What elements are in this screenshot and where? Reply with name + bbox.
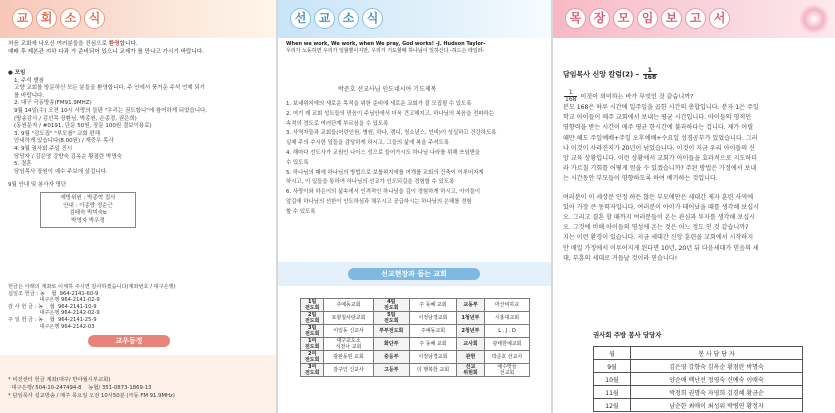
- news-line: 대구은행/ 504-10-247494-8 농협/ 351-0873-1869-13: [8, 385, 152, 391]
- duty-month-cell: 10월: [594, 373, 631, 386]
- prayer-item: 수 있도록: [286, 159, 309, 166]
- roster-church-cell: 주 동혜 교회: [409, 338, 456, 351]
- fraction: [564, 90, 577, 103]
- prayer-item: 2. 여기 제 교회 성도들의 믿음이 주님안에서 더욱 견고해지고, 하나님의 복음을 전파하는: [286, 110, 494, 117]
- roster-church-cell: 이정남경교회: [409, 312, 456, 325]
- roster-group-cell: 화단부: [373, 338, 409, 351]
- roster-group-cell: 고등부: [373, 364, 409, 377]
- roster-group-cell: 4팀 전도회: [373, 299, 409, 312]
- offering-note: 헌금은 아래의 계좌로 이체하 주시면 감사하겠습니다(계좌번호 / 대구은행): [8, 284, 176, 290]
- roster-group-cell: 교사회: [456, 338, 484, 351]
- paragraph-line: 오. 그것에 비해 아이들의 영성에 온는 것은 어느 정도 인 것 같습니까?: [563, 224, 749, 232]
- title-char: 교: [12, 8, 33, 29]
- roster-group-cell: 선교 위원회: [456, 364, 484, 377]
- roster-church-cell: 주예동교회: [324, 299, 373, 312]
- kitchen-duty-title: 권사회 주방 봉사 당당자: [593, 331, 662, 339]
- service-entry: 박영자 박우정: [71, 217, 105, 224]
- roster-group-cell: 3팀 전도회: [301, 325, 324, 338]
- quote-korean: 우리가 노동하면 우리가 일할뿐이지만, 우리가 기도할때 하나님이 일하신다 -허드슨 테일러-: [286, 48, 485, 54]
- duty-row: [594, 386, 803, 399]
- prayer-item: 앞길에 하나님의 선한이 인도하심과 채우시고 공급하시는 하나님의 은혜를 경험: [286, 198, 472, 205]
- mission-news-banner: [278, 0, 551, 38]
- account-line: 감 사 헌 금 : 농 협 964-2141-10-9: [8, 303, 97, 310]
- roster-church-cell: 광판동된 교회: [324, 351, 373, 364]
- paragraph-line: 분모 168은 하루 시간에 일주일을 곱한 시간의 총합입니다. 분자 1은 주일: [563, 104, 759, 111]
- paragraph-line: 만 매일 가정에서 이루어지게 된다면 10년, 20년 뒤 다음세대가 믿음의 세: [563, 244, 759, 252]
- offering-accounts: [8, 284, 270, 330]
- paragraph-line: 때만 해도 주일예배+주일 오후예배+수요일 성경공부가 있었습니다. 그러: [563, 134, 758, 142]
- church-news-banner: [0, 0, 276, 38]
- announcement-item: 1. 주석 별첨: [14, 77, 44, 84]
- title-char: 교: [314, 8, 335, 29]
- prayer-item: 할 수 있도록: [286, 208, 316, 215]
- title-char: 식: [84, 8, 105, 29]
- announcements: [8, 70, 270, 176]
- title-char: 장: [589, 8, 610, 29]
- duty-month-cell: 12월: [594, 399, 631, 412]
- column-body: [563, 90, 827, 264]
- announcement-item: 담임목사 장원이 예수 주보에 살겁니다.: [14, 168, 108, 175]
- prayer-item: 3. 사역자들과 교회들(어린인원, 병원, 하나, 캠니, 청소년스, 언비)이 성실하고 건강하도록: [286, 130, 497, 137]
- roster-group-cell: 관현: [456, 351, 484, 364]
- mission-roster-table: [300, 298, 530, 377]
- cell-report-banner: [553, 0, 835, 38]
- prayer-item: 4. 해마다 선도사가 교원인 나이스 성으로 들어가시도 하나님 나라를 위해 쓰임받을: [286, 149, 481, 156]
- roster-group-cell: 1팀 전도회: [301, 299, 324, 312]
- account-line: 대구은행 964-2141-02-9: [8, 297, 100, 304]
- roster-group-cell: 2청년부: [456, 325, 484, 338]
- fraction-denominator: 168: [643, 74, 657, 81]
- title-char: 소: [60, 8, 81, 29]
- prayer-list: [286, 100, 546, 218]
- paragraph-line: 오. 그리고 결혼 할 때까지 여러분들이 온는 관심과 투자를 생각해 보십시: [563, 214, 756, 222]
- mission-news-panel: [278, 0, 551, 413]
- duty-names-cell: 남순한 최애이 최성위 박병연 황정자: [631, 399, 803, 412]
- paragraph-line: 영향력을 받는 시간이 매주 평균 한시간에 불과하다는 겁니다. 제가 어릴: [563, 124, 754, 132]
- mission-news-title: [290, 8, 383, 29]
- duty-row: [594, 399, 803, 412]
- supported-churches-caption: 선교현장과 돕는 교회: [348, 268, 480, 280]
- service-entry: 예방위원 : 박종혁 집사: [60, 195, 116, 201]
- roster-group-cell: 1청년부: [456, 312, 484, 325]
- welcome-line: 처음 교회에 나오신 여러분들을 진심으로: [8, 41, 107, 47]
- duty-names-cell: 양순애 백난선 정영숙 신예숙 이애숙: [631, 373, 803, 386]
- announcement-item: 안내하게 있습니다(8.00원) / 재중우 목사: [14, 138, 114, 145]
- roster-group-cell: 중등부: [373, 351, 409, 364]
- kitchen-duty-table: [593, 346, 803, 412]
- roster-group-cell: 1여 전도회: [301, 338, 324, 351]
- title-char: 모: [613, 8, 634, 29]
- prayer-heading: 박준호 선교사님 인도네시아 기도제목: [338, 86, 437, 93]
- announcements-heading: ● 모임: [8, 70, 26, 76]
- title-char: 식: [362, 8, 383, 29]
- roster-church-cell: 시홍대교회: [485, 312, 530, 325]
- roster-row: [301, 325, 530, 338]
- roster-church-cell: 이일동 신교사: [324, 325, 373, 338]
- duty-names-cell: 김은영 강향숙 김옥순 황점란 박명숙: [631, 360, 803, 373]
- fraction-denominator: 168: [565, 96, 577, 103]
- service-entry: 김태숙 박미숙b: [69, 210, 107, 217]
- roster-group-cell: 3여 전도회: [301, 364, 324, 377]
- title-char: 보: [661, 8, 682, 29]
- paragraph-line: 라 가르칠 기회를 어떻게 얻을 수 있겠습니까? 주된 방법은 가정에서 보내: [563, 165, 757, 173]
- announcement-item: 5. 결혼: [14, 161, 32, 168]
- prayer-item: 6. 사랑이와 하은이의 삶속에서 인격적인 하나님을 깊이 경험하게 하시고, 아이들이: [286, 189, 481, 196]
- title-char: 선: [290, 8, 311, 29]
- roster-row: [301, 312, 530, 325]
- roster-group-cell: 교동부: [456, 299, 484, 312]
- welcome-line-2: 예배 후 제본관 지하 다과 가 준비되어 있으니 교제가 를 만나고 가시기 바랍니다.: [8, 48, 205, 55]
- title-char: 서: [709, 8, 730, 29]
- duty-names-cell: 박청희 권명숙 자영희 김경혜 황금순: [631, 386, 803, 399]
- fraction-numerator: 1: [643, 68, 658, 75]
- roster-group-cell: 부부전도회: [373, 325, 409, 338]
- member-news-caption: 교우동정: [88, 335, 170, 347]
- welcome-text: [0, 38, 276, 56]
- announcement-item: 3. 9월 "감도집" "부모를" 교회 편해: [14, 130, 101, 137]
- duty-row: [594, 373, 803, 386]
- account-line: 대구은행 964-2142-03: [8, 323, 95, 330]
- title-char: 고: [685, 8, 706, 29]
- fraction-numerator: 1: [564, 90, 577, 97]
- duty-row: [594, 360, 803, 373]
- church-news-panel: [0, 0, 276, 413]
- announcement-item: 담당자 / 김은영 강향숙 김옥순 황점란 박명숙: [14, 153, 122, 160]
- quote-english: When we work, We work, when We pray, God works! -J. Hudson Taylor-: [286, 41, 486, 47]
- roster-row: [301, 338, 530, 351]
- prayer-item: 속적의 정도로 여러단계 부르심을 수 있도록: [286, 120, 389, 127]
- roster-row: [301, 351, 530, 364]
- service-list-title: 9월 안내 및 봉사자 명단: [8, 182, 67, 188]
- announcement-item: 9월 14일(수) 오전 10시 사랑의 들판 "우리는 권도합니"에 참여하게 되었습니다.: [14, 107, 208, 114]
- announcement-item: 2. 대구 극동방송(FM91.9MHZ): [14, 100, 92, 107]
- roster-church-cell: 감구인 신교사: [324, 364, 373, 377]
- roster-church-cell: 마산비하교: [485, 299, 530, 312]
- church-news-title: [12, 8, 105, 29]
- prayer-item: 1. 보네위지에의 새로운 목적을 위한 준비에 새로운 교회가 잘 모집될 수 있도록: [286, 101, 472, 107]
- roster-group-cell: 2팀 전도회: [301, 312, 324, 325]
- paragraph-line: 앙 교육 상황입니다. 이런 상황에서 교회가 아이들을 효과적으로 지도하더: [563, 155, 758, 163]
- service-entry: 안내 : 이종랑 정순근: [63, 202, 113, 209]
- roster-row: [301, 364, 530, 377]
- cell-report-panel: [553, 0, 835, 413]
- roster-church-cell: 포항칠사랑교회: [324, 312, 373, 325]
- roster-church-cell: 박준호 선교사: [485, 351, 530, 364]
- prayer-item: 하시고, 이 일들을 통하여 하나님의 선교가 인도되길을 경험할 수 있도록: [286, 179, 455, 186]
- roster-church-cell: 더 행복한 교회: [409, 364, 456, 377]
- prayer-item: 5. 하나님의 때에 하나님의 방법으로 보를위지에를 여개를 교회의 건축이 이루어지게: [286, 169, 484, 176]
- announcement-item: (동원문자 / #0191, 단문 50원, 장문 100원 결보이용료): [14, 123, 152, 130]
- roster-church-cell: 주 동혜 교회: [409, 299, 456, 312]
- account-line: 주 일 헌 금 : 농 협 964-2141-25-9: [8, 316, 97, 323]
- title-char: 목: [565, 8, 586, 29]
- fraction: [643, 68, 658, 81]
- account-line: 대구은행 964-2142-02-9: [8, 310, 100, 317]
- roster-group-cell: 2여 전도회: [301, 351, 324, 364]
- duty-month-cell: 9월: [594, 360, 631, 373]
- welcome-highlight: 환영: [108, 41, 120, 47]
- duty-header-month: 월: [594, 347, 631, 360]
- announcement-item: (방송감사 / 김선목 장환님, 박종원, 손종정, 권은희): [14, 115, 137, 122]
- duty-month-cell: 11월: [594, 386, 631, 399]
- roster-church-cell: 대구교도소 서천나 교회: [324, 338, 373, 351]
- roster-church-cell: L . J . D: [485, 325, 530, 338]
- announcement-item: 4. 9월 권사회 주일 진시: [14, 145, 73, 152]
- member-news: [8, 376, 270, 400]
- welcome-line-end: 합니다.: [119, 41, 138, 47]
- mission-quote: [278, 38, 551, 55]
- paragraph-line: 학교 아이들이 매주 교회에서 보내는 평균 시간입니다. 아이들의 영적인: [563, 114, 752, 122]
- roster-church-cell: 이정남경교회: [409, 351, 456, 364]
- title-char: 회: [36, 8, 57, 29]
- column-lead: [563, 90, 827, 103]
- paragraph-line: 대, 부흥의 세대로 거듭날 것이라 믿습니다!: [563, 254, 678, 262]
- service-list-box: [40, 192, 136, 228]
- roster-church-cell: 주예동교회: [409, 325, 456, 338]
- roster-church-cell: 광태한예교회: [485, 338, 530, 351]
- prayer-item: 실제 주의 수시한 일들을 감당하게 하시고, 그들의 삶에 복을 주셔도록: [286, 140, 449, 147]
- account-line: 십일조 헌금 : 농 협 964-2141-60-9: [8, 290, 99, 297]
- flower-decoration: [799, 4, 829, 34]
- roster-church-cell: 예수맞들 선교회: [485, 364, 530, 377]
- lead-sentence: 이것이 의미하는 바가 무엇인 것 같습니까?: [580, 93, 694, 101]
- roster-group-cell: 5팀 전도회: [373, 312, 409, 325]
- paragraph-line: 지는 이런 환경이 있습니다. 지금 세대간 신앙 훈련을 교회에서 시작하지: [563, 234, 754, 242]
- title-char: 임: [637, 8, 658, 29]
- column-heading: [563, 68, 658, 81]
- paragraph-line: 는 시간동안 부모들이 영향하도록 하여 베가하는 것입니다.: [563, 175, 718, 183]
- news-line: * 비전센터 헌금 계좌(대구/ 반야월시부교회): [8, 377, 111, 383]
- news-line: * 담임목사 설교방송 / 매주 목요일 오전 10시50분 (극동 FM 91.9MHz): [8, 393, 175, 399]
- announcement-item: 를 바랍니다.: [14, 92, 45, 99]
- paragraph-line: 여러분이 이 세상분 인정 하든 않든 부모에만은 세대간 제자 훈련 사역에: [563, 193, 754, 201]
- title-char: 소: [338, 8, 359, 29]
- paragraph-gap: [563, 185, 827, 193]
- paragraph-line: 있어 가장 큰 동력자입니다. 여러분이 아이가 태어났을 때를 생각해 보십시: [563, 203, 759, 211]
- announcement-item: 고향 교회를 방문하신 모든 분들을 환영합니다. 주 안에서 풍거운 주석 언제 되기: [14, 85, 205, 92]
- column-heading-text: 담임목사 신앙 칼럼(2) –: [563, 70, 640, 79]
- cell-report-title: [565, 8, 730, 29]
- duty-header-servers: 봉 사 담 당 자: [631, 347, 803, 360]
- paragraph-line: 나 이것이 사라진지가 20년이 넘었습니다. 이것이 지금 우리 아이들의 신: [563, 144, 755, 152]
- roster-row: [301, 299, 530, 312]
